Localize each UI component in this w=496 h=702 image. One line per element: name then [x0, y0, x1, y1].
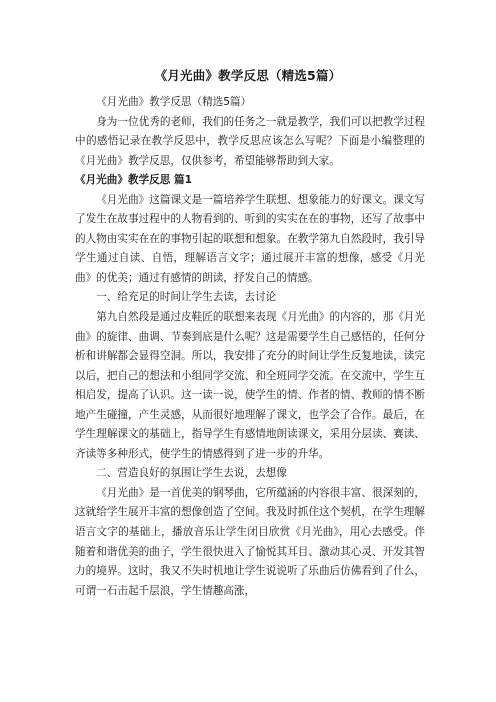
section-heading: 《月光曲》教学反思 篇1 — [75, 174, 192, 187]
intro-paragraph: 身为一位优秀的老师，我们的任务之一就是教学，我们可以把教学过程中的感悟记录在教学反思中，教学反思应该怎么写呢？下面是小编整理的《月光曲》教学反思，仅供参考，希望能够帮助到大家。 — [75, 115, 425, 167]
subheading-one: 一、给充足的时间让学生去读，去讨论 — [96, 291, 277, 304]
document-title: 《月光曲》教学反思（精选5篇） — [154, 68, 342, 83]
paragraph-reading-discussion: 第九自然段是通过皮鞋匠的联想来表现《月光曲》的内容的，那《月光曲》的旋律、曲调、节奏到底是什么呢？这是需要学生自己感悟的，任何分析和讲解都会显得空洞。所以，我安排了充分的时间让学生反复地读，读完以后，把自己的想法和小组同学交流、和全班同学交流。在交流中，学生互相启发，提高了认识。这一读一说，使学生的情、作者的情、教师的情不断地产生碰撞，产生灵感，从而很好地理解了课文，也学会了合作。最后，在学生理解课文的基础上，指导学生有感情地朗读课文，采用分层读、赛读、齐读等多种形式，使学生的情感得到了进一步的升华。 — [75, 311, 425, 460]
subheading-two: 二、营造良好的氛围让学生去说，去想像 — [96, 467, 287, 480]
paragraph-overview: 《月光曲》这篇课文是一篇培养学生联想、想象能力的好课文。课文写了发生在故事过程中的人物看到的、听到的实实在在的事物，还写了故事中的人物由实实在在的事物引起的联想和想象。在教学第九自然段时，我引导学生通过自读、自悟，理解语言文字；通过展开丰富的想像，感受《月光曲》的优美；通过有感情的朗读，抒发自己的情感。 — [75, 193, 425, 284]
paragraph-imagination: 《月光曲》是一首优美的钢琴曲，它所蕴涵的内容很丰富、很深刻的，这就给学生展开丰富的想像创造了空间。我及时抓住这个契机，在学生理解语言文字的基础上，播放音乐让学生闭目欣赏《月光曲》，用心去感受。伴随着和谐优美的曲子，学生很快进入了愉悦其耳目、激动其心灵、开发其智力的境界。这时，我又不失时机地让学生说说听了乐曲后仿佛看到了什么，可谓一石击起千层浪，学生情趣高涨， — [75, 486, 425, 597]
intro-title-line: 《月光曲》教学反思（精选5篇） — [96, 96, 252, 108]
document-body — [75, 93, 425, 601]
